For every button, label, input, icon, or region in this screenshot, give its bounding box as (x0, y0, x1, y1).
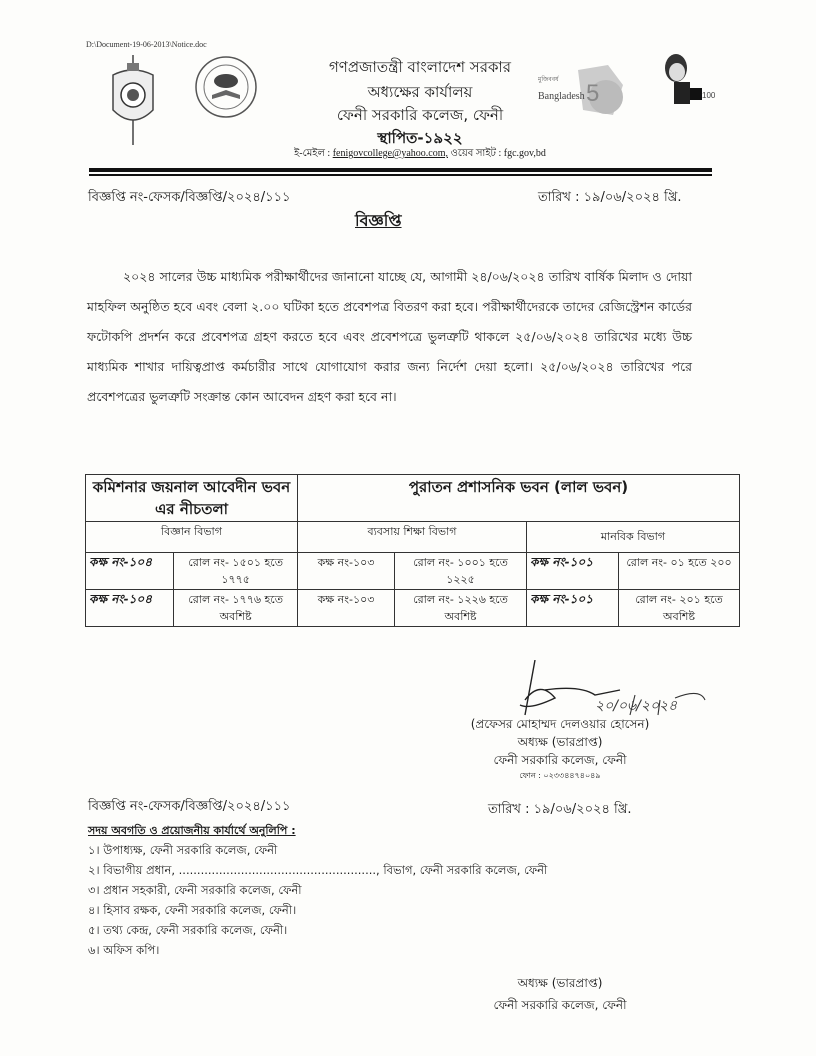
room-cell: কক্ষ নং-১০৪ (86, 553, 174, 590)
roll-cell: রোল নং- ১২২৬ হতে অবশিষ্ট (395, 590, 527, 627)
notice-body: ২০২৪ সালের উচ্চ মাধ্যমিক পরীক্ষার্থীদের জানানো যাচ্ছে যে, আগামী ২৪/০৬/২০২৪ তারিখ বার্ষিক মিলাদ ও দোয়া মাহফিল অনুষ্ঠিত হবে এবং বেলা ২.০০ ঘটিকা হতে প্রবেশপত্র বিতরণ করা হবে। পরীক্ষার্থীদেরকে তাদের রেজিস্ট্রেশন কার্ডের ফটোকপি প্রদর্শন করে প্রবেশপত্র গ্রহণ করতে হবে এবং প্রবেশপত্রে ভুলত্রুটি থাকলে ২৫/০৬/২০২৪ তারিখের মধ্যে উচ্চ মাধ্যমিক শাখার দায়িত্বপ্রাপ্ত কর্মচারীর সাথে যোগাযোগ করার জন্য নির্দেশ দেয়া হলো। ২৫/০৬/২০২৪ তারিখের পরে প্রবেশপত্রের ভুলত্রুটি সংক্রান্ত কোন আবেদন গ্রহণ করা হবে না। (87, 269, 692, 404)
footer-college: ফেনী সরকারি কলেজ, ফেনী (493, 998, 627, 1012)
bd50-text: Bangladesh (538, 91, 585, 102)
signatory-designation: অধ্যক্ষ (ভারপ্রাপ্ত) (517, 735, 603, 749)
copy-memo-number: বিজ্ঞপ্তি নং-ফেসক/বিজ্ঞপ্তি/২০২৪/১১১ (88, 799, 291, 814)
department-row (86, 522, 740, 553)
mujib-100-text: 100 (702, 91, 716, 100)
memo-number: বিজ্ঞপ্তি নং-ফেসক/বিজ্ঞপ্তি/২০২৪/১১১ (88, 190, 291, 205)
government-name: গণপ্রজাতন্ত্রী বাংলাদেশ সরকার (328, 58, 512, 76)
copy-recipient-list (88, 840, 547, 960)
government-seal-icon (107, 55, 159, 145)
room-cell: কক্ষ নং-১০১ (527, 553, 619, 590)
website-label: ওয়েব সাইট : (450, 148, 502, 159)
signatory-college: ফেনী সরকারি কলেজ, ফেনী (493, 753, 627, 767)
notice-title: বিজ্ঞপ্তি (355, 211, 402, 230)
list-item: ২। বিভাগীয় প্রধান, ......................................................, বিভাগ, ফেনী সরকারি কলেজ, ফেনী (88, 863, 548, 877)
room-cell: কক্ষ নং-১০১ (527, 590, 619, 627)
footer-designation: অধ্যক্ষ (ভারপ্রাপ্ত) (517, 976, 603, 990)
roll-cell: রোল নং- ০১ হতে ২০০ (619, 553, 740, 590)
table-row (86, 553, 740, 590)
memo-date: তারিখ : ১৯/০৬/২০২৪ খ্রি. (538, 190, 682, 205)
email-label: ই-মেইল : (294, 148, 331, 159)
room-cell: কক্ষ নং-১০৩ (298, 590, 395, 627)
list-item: ৬। অফিস কপি। (88, 943, 160, 957)
handwritten-signature-icon (500, 660, 710, 720)
signature-block (450, 715, 670, 783)
svg-text:5: 5 (586, 80, 600, 107)
handwritten-date: ২০/০৬/২০২৪ (595, 698, 678, 714)
department-science: বিজ্ঞান বিভাগ (86, 522, 298, 553)
building-row (86, 475, 740, 522)
building-science: কমিশনার জয়নাল আবেদীন ভবন এর নীচতলা (86, 475, 298, 522)
roll-cell: রোল নং- ১০০১ হতে ১২২৫ (395, 553, 527, 590)
college-name: ফেনী সরকারি কলেজ, ফেনী (336, 106, 504, 124)
office-name: অধ্যক্ষের কার্যালয় (367, 83, 473, 101)
signatory-name: (প্রফেসর মোহাম্মদ দেলওয়ার হোসেন) (470, 717, 650, 731)
list-item: ১। উপাধ্যক্ষ, ফেনী সরকারি কলেজ, ফেনী (88, 843, 278, 857)
svg-text:মুজিববর্ষ: মুজিববর্ষ (538, 76, 559, 83)
department-business: ব্যবসায় শিক্ষা বিভাগ (298, 522, 527, 553)
roll-cell: রোল নং- ২০১ হতে অবশিষ্ট (619, 590, 740, 627)
college-seal-icon (194, 55, 258, 119)
copy-memo-date: তারিখ : ১৯/০৬/২০২৪ খ্রি. (488, 802, 632, 817)
list-item: ৪। হিসাব রক্ষক, ফেনী সরকারি কলেজ, ফেনী। (88, 903, 297, 917)
copy-heading: সদয় অবগতি ও প্রয়োজনীয় কার্যার্থে অনুলিপি : (88, 824, 296, 837)
seat-allocation-table (85, 474, 740, 627)
department-humanities: মানবিক বিভাগ (527, 522, 740, 553)
established-year: স্থাপিত-১৯২২ (377, 129, 463, 147)
list-item: ৫। তথ্য কেন্দ্র, ফেনী সরকারি কলেজ, ফেনী। (88, 923, 288, 937)
website-link[interactable]: fgc.gov,bd (503, 148, 546, 159)
email-link[interactable]: fenigovcollege@yahoo.com, (332, 148, 448, 159)
footer-signature-block (460, 972, 660, 1016)
file-path-label: D:\Document-19-06-2013\Notice.doc (86, 40, 207, 49)
header-divider-thick (89, 168, 712, 172)
roll-cell: রোল নং- ১৫০১ হতে ১৭৭৫ (174, 553, 298, 590)
header-divider-thin (89, 174, 712, 176)
roll-cell: রোল নং- ১৭৭৬ হতে অবশিষ্ট (174, 590, 298, 627)
mujib-100-logo-icon (652, 52, 718, 104)
signatory-phone: ফোন : ০২৩৩৪৪৭৪০৪৯ (519, 771, 601, 780)
table-row (86, 590, 740, 627)
bangladesh-50-logo-icon (538, 65, 628, 120)
contact-line (220, 146, 620, 163)
room-cell: কক্ষ নং-১০৩ (298, 553, 395, 590)
building-old-admin: পুরাতন প্রশাসনিক ভবন (লাল ভবন) (298, 475, 740, 522)
room-cell: কক্ষ নং-১০৪ (86, 590, 174, 627)
list-item: ৩। প্রধান সহকারী, ফেনী সরকারি কলেজ, ফেনী (88, 883, 302, 897)
